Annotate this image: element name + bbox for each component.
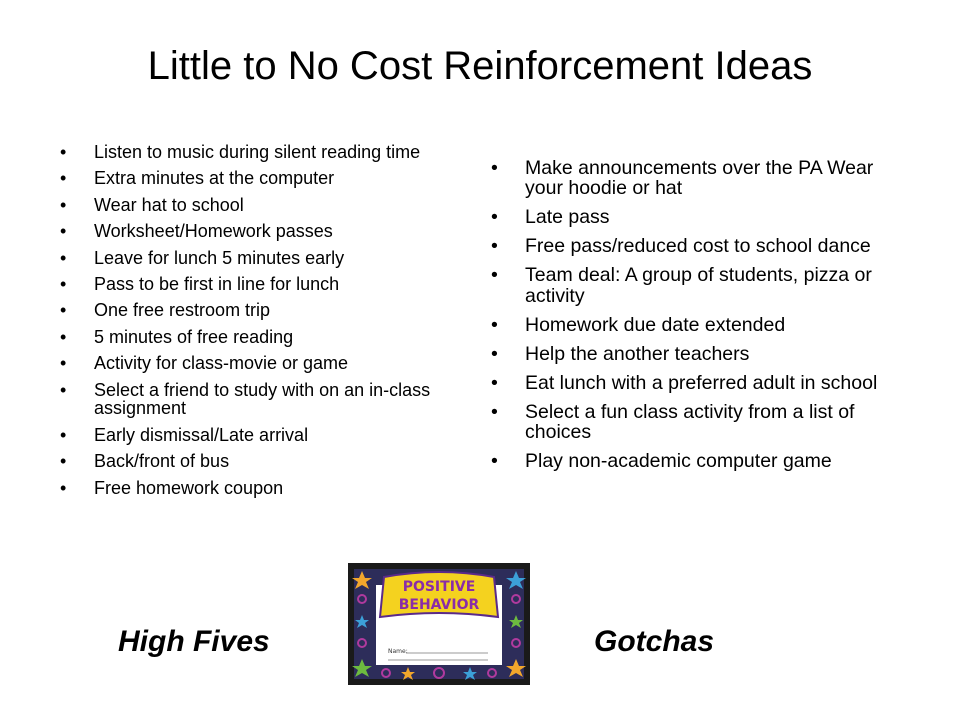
list-item: • Make announcements over the PA Wear your hoodie or hat [491, 158, 891, 199]
list-item: • Team deal: A group of students, pizza or activity [491, 265, 891, 306]
list-item: • Eat lunch with a preferred adult in school [491, 373, 891, 393]
list-item: • Back/front of bus [60, 452, 470, 471]
list-item: • Late pass [491, 207, 891, 227]
list-item: • Pass to be first in line for lunch [60, 275, 470, 294]
list-item: • Homework due date extended [491, 315, 891, 335]
left-idea-list [60, 143, 470, 505]
banner-line-1: POSITIVE [402, 579, 476, 595]
right-idea-list [491, 158, 891, 480]
name-label: Name: [388, 648, 408, 655]
list-item: • Leave for lunch 5 minutes early [60, 249, 470, 268]
slide-title: Little to No Cost Reinforcement Ideas [147, 44, 813, 88]
list-item: • Wear hat to school [60, 196, 470, 215]
list-item: • One free restroom trip [60, 301, 470, 320]
high-fives-label: High Fives [118, 625, 270, 658]
list-item: • Select a friend to study with on an in-class assignment [60, 381, 470, 419]
list-item: • Play non-academic computer game [491, 451, 891, 471]
list-item: • Help the another teachers [491, 344, 891, 364]
list-item: • Worksheet/Homework passes [60, 222, 470, 241]
list-item: • Extra minutes at the computer [60, 169, 470, 188]
list-item: • Listen to music during silent reading time [60, 143, 470, 162]
list-item: • Free homework coupon [60, 479, 470, 498]
banner-line-2: BEHAVIOR [398, 597, 480, 613]
list-item: • Early dismissal/Late arrival [60, 426, 470, 445]
list-item: • Select a fun class activity from a list of choices [491, 402, 891, 443]
list-item: • Free pass/reduced cost to school dance [491, 236, 891, 256]
list-item: • Activity for class-movie or game [60, 354, 470, 373]
list-item: • 5 minutes of free reading [60, 328, 470, 347]
positive-behavior-certificate-image [348, 563, 530, 685]
gotchas-label: Gotchas [594, 625, 715, 658]
